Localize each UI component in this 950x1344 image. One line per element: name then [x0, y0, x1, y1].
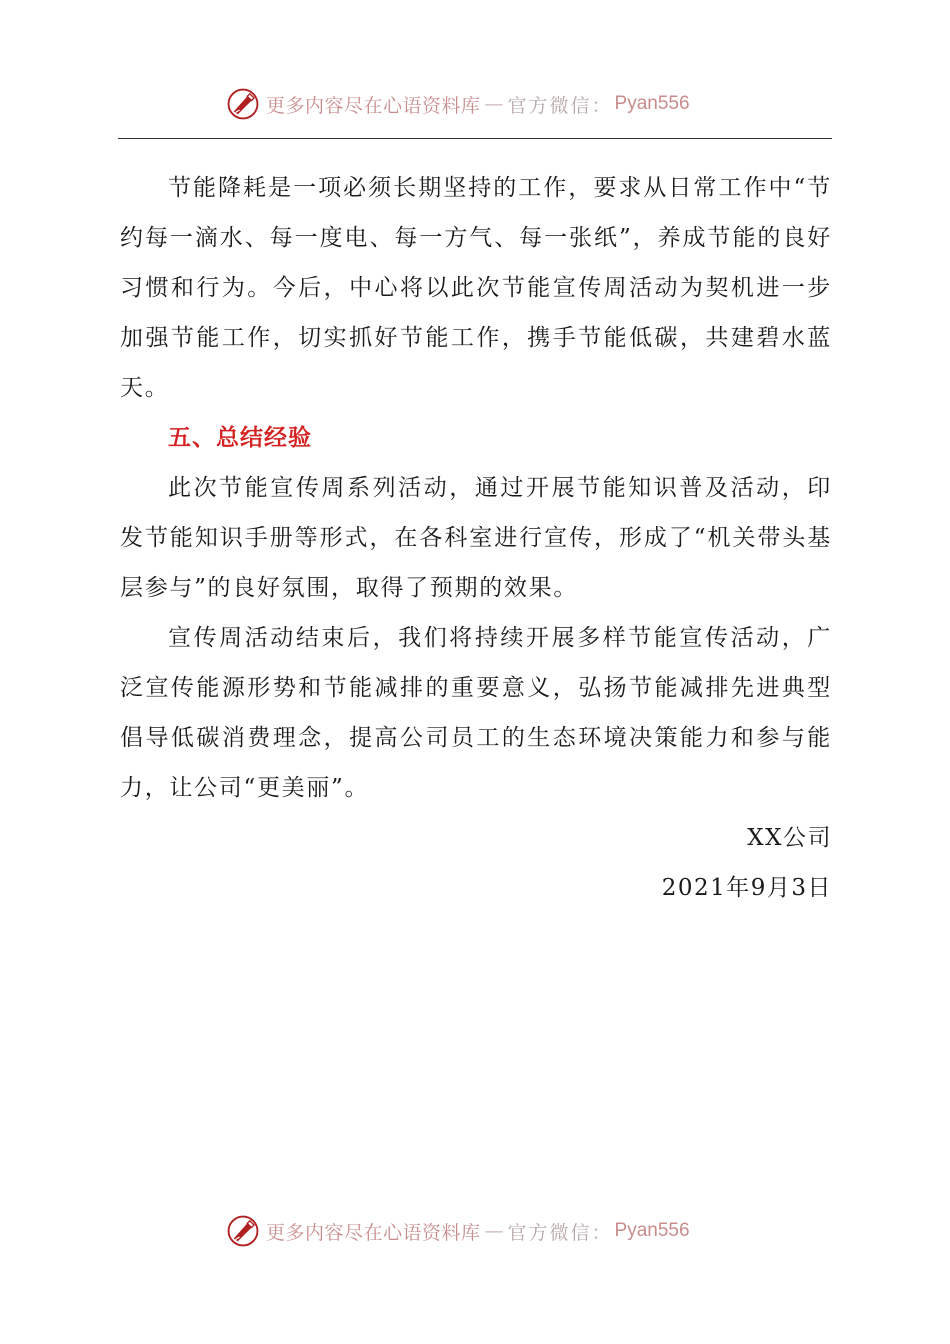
- watermark-wechat-label: 官方微信：: [507, 94, 613, 117]
- pen-nib-logo-icon: [226, 87, 260, 121]
- watermark-wechat-label: 官方微信：: [507, 1221, 613, 1244]
- body-paragraph: 此次节能宣传周系列活动，通过开展节能知识普及活动，印发节能知识手册等形式，在各科室进行宣传，形成了“机关带头基层参与”的良好氛围，取得了预期的效果。: [120, 475, 832, 601]
- watermark-separator: —: [484, 1220, 504, 1242]
- pen-nib-logo-icon: [226, 1214, 260, 1248]
- watermark-wechat-id: Pyan556: [614, 93, 690, 114]
- watermark-brand: 更多内容尽在心语资料库: [266, 1221, 481, 1244]
- body-paragraph: 宣传周活动结束后，我们将持续开展多样节能宣传活动，广泛宣传能源形势和节能减排的重要意义，弘扬节能减排先进典型倡导低碳消费理念，提高公司员工的生态环境决策能力和参与能力，让公司“更美丽”。: [120, 625, 832, 801]
- signature-date: 2021年9月3日: [661, 875, 832, 901]
- watermark-separator: —: [484, 93, 504, 115]
- watermark-brand: 更多内容尽在心语资料库: [266, 94, 481, 117]
- signature-company: XX公司: [747, 825, 832, 851]
- footer-watermark: [226, 1211, 690, 1251]
- header-divider: [118, 138, 832, 139]
- watermark-wechat-id: Pyan556: [614, 1220, 690, 1241]
- document-body: [120, 163, 832, 913]
- section-heading: 五、总结经验: [168, 425, 312, 451]
- header-watermark: [226, 84, 690, 124]
- body-paragraph: 节能降耗是一项必须长期坚持的工作，要求从日常工作中“节约每一滴水、每一度电、每一方气、每一张纸”，养成节能的良好习惯和行为。今后，中心将以此次节能宣传周活动为契机进一步加强节能工作，切实抓好节能工作，携手节能低碳，共建碧水蓝天。: [120, 175, 832, 401]
